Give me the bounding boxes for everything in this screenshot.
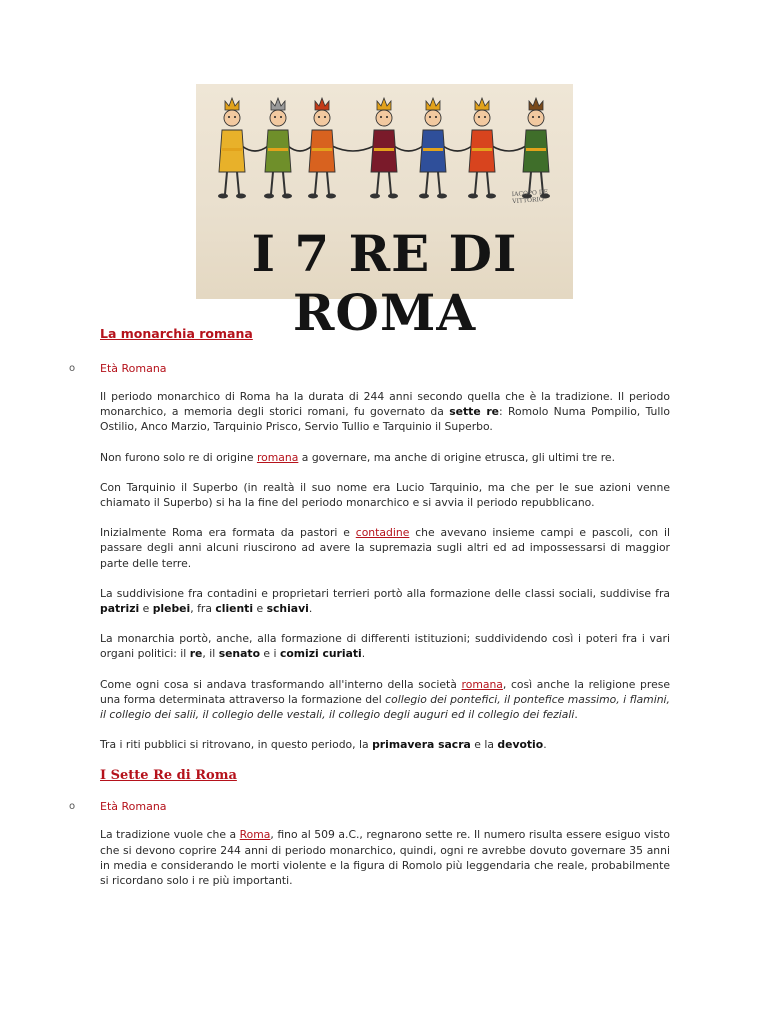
section-heading-monarchia: La monarchia romana xyxy=(100,326,253,341)
paragraph: La tradizione vuole che a Roma, fino al 509 a.C., regnarono sette re. Il numero risulta essere esiguo visto che si devono coprire 244 anni di periodo monarchico, quindi, ogni re avrebbe dovuto governare 35 anni in media e considerando le morti violente e la figura di Romolo più leggendaria che reale, probabilmente si ricordano solo i re più importanti. xyxy=(100,828,670,888)
bullet-circle-icon: o xyxy=(69,801,76,813)
king-figure xyxy=(218,98,246,199)
link-roma[interactable]: Roma xyxy=(239,828,271,842)
paragraph: Il periodo monarchico di Roma ha la durata di 244 anni secondo quella che è la tradizione. Il periodo monarchico, a memoria degli storici romani, fu governato da sette re: Romolo Numa Pompilio, Tullo Ostilio, Anco Marzio, Tarquinio Prisco, Servio Tullio e Tarquinio il Superbo. xyxy=(100,390,670,434)
paragraph: Inizialmente Roma era formata da pastori e contadine che avevano insieme campi e pascoli, con il passare degli anni alcuni riuscirono ad avere la supremazia sugli altri ed ad impossessarsi di maggior parte delle terre. xyxy=(100,526,670,570)
paragraph: La monarchia portò, anche, alla formazione di differenti istituzioni; suddividendo così i poteri fra i vari organi politici: il re, il senato e i comizi curiati. xyxy=(100,632,670,661)
paragraph: Con Tarquinio il Superbo (in realtà il suo nome era Lucio Tarquinio, ma che per le sue azioni venne chiamato il Superbo) si ha la fine del periodo monarchico e si avvia il periodo repubblicano. xyxy=(100,480,670,510)
linked-arms xyxy=(443,146,472,151)
paragraph: Come ogni cosa si andava trasformando all'interno della società romana, così anche la religione prese una forma determinata attraverso la formazione del collegio dei pontefici, il pontefice massimo, i flamini, il collegio dei salii, il collegio delle vestali, il collegio degli auguri ed il collegio dei feziali. xyxy=(100,677,670,722)
category-bullet xyxy=(69,800,670,814)
article-body xyxy=(69,326,670,888)
linked-arms xyxy=(332,146,374,151)
king-figure xyxy=(308,98,336,199)
category-label: Età Romana xyxy=(100,362,167,375)
paragraph: Tra i riti pubblici si ritrovano, in questo periodo, la primavera sacra e la devotio. xyxy=(100,738,547,752)
section-heading-sette-re: I Sette Re di Roma xyxy=(100,768,237,784)
bullet-circle-icon: o xyxy=(69,363,76,374)
category-bullet xyxy=(69,362,670,375)
link-romana[interactable]: romana xyxy=(461,677,503,691)
hero-illustration xyxy=(196,84,573,342)
link-contadine[interactable]: contadine xyxy=(355,526,410,540)
king-figure xyxy=(468,98,496,199)
king-figure xyxy=(370,98,398,199)
link-romana[interactable]: romana xyxy=(256,450,299,464)
king-figure xyxy=(522,98,550,199)
linked-arms xyxy=(394,146,423,151)
artist-signature: IACOPO DE VITTORIO xyxy=(511,188,549,206)
linked-arms xyxy=(492,146,526,151)
category-label: Età Romana xyxy=(100,800,167,814)
paragraph: Non furono solo re di origine romana a governare, ma anche di origine etrusca, gli ultimi tre re. xyxy=(100,450,616,464)
paragraph: La suddivisione fra contadini e proprietari terrieri portò alla formazione delle classi sociali, suddivise fra patrizi e plebei, fra clienti e schiavi. xyxy=(100,586,670,616)
king-figure xyxy=(264,98,292,199)
hero-title: I 7 RE DI ROMA xyxy=(251,224,518,342)
linked-arms xyxy=(288,146,312,151)
linked-arms xyxy=(242,146,268,151)
king-figure xyxy=(419,98,447,199)
